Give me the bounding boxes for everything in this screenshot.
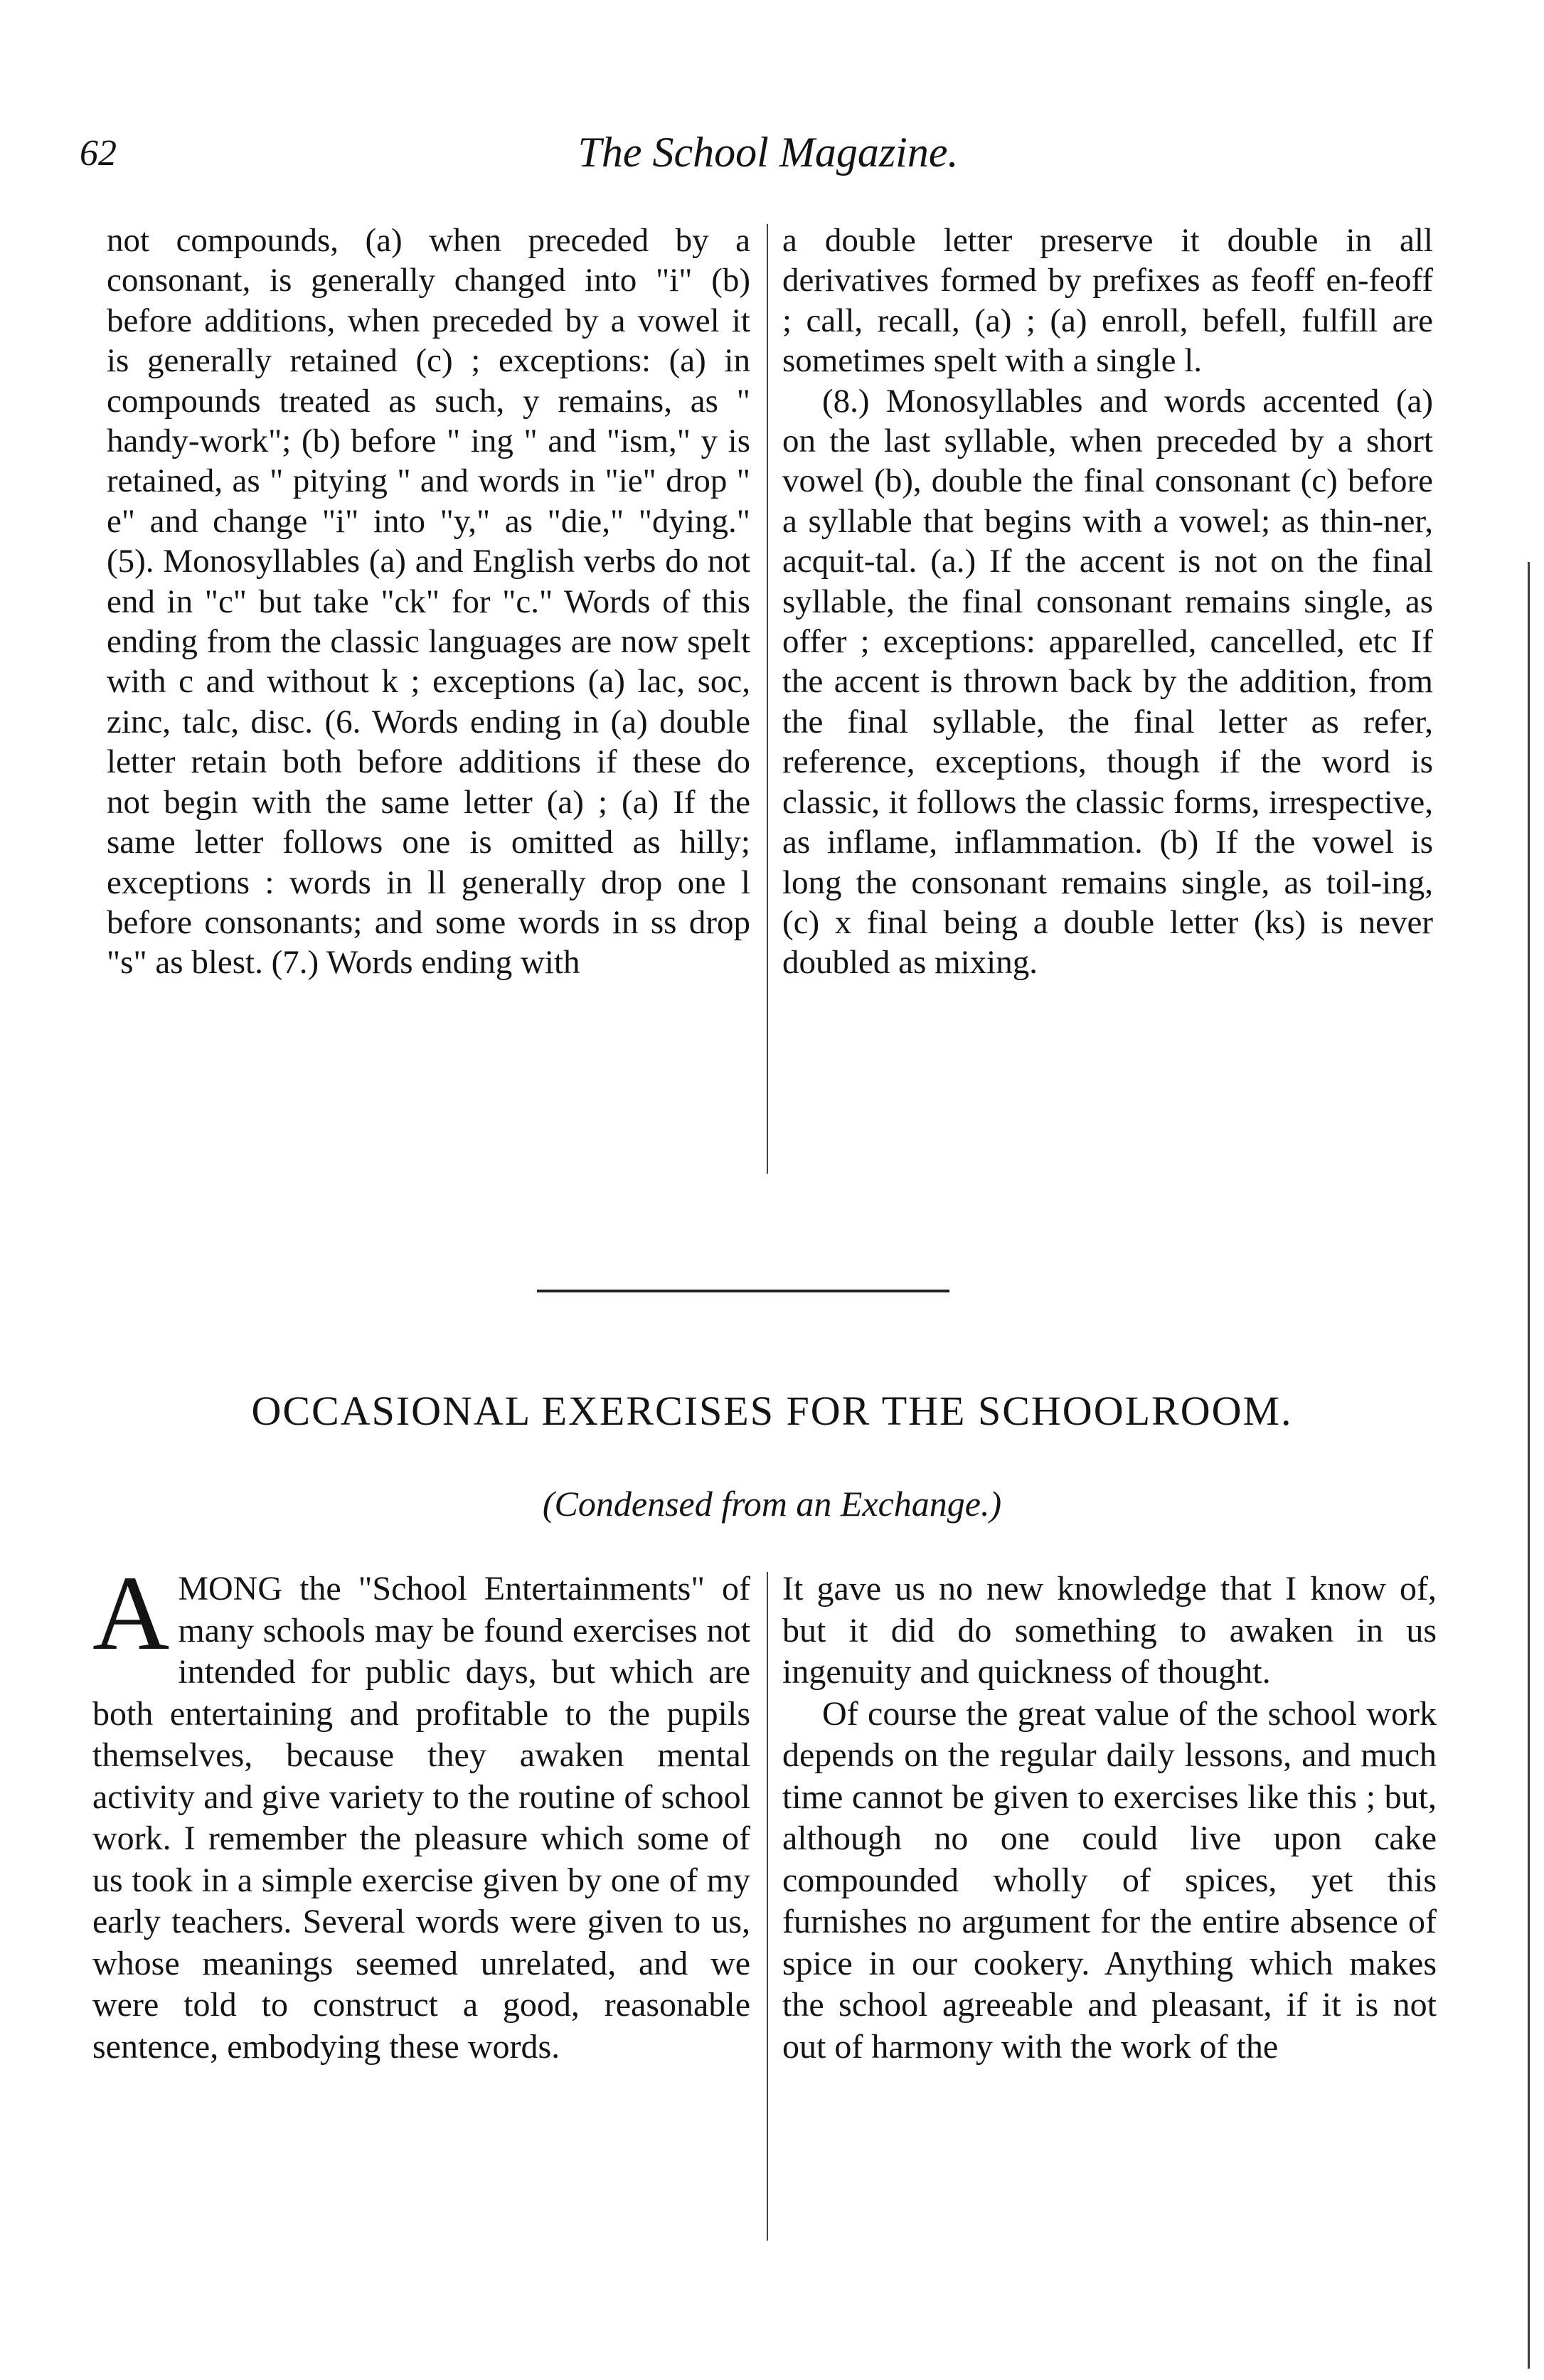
top-left-paragraph: not compounds, (a) when preceded by a consonant, is generally changed into "i" (b) before additions, when preceded by a vowel it is generally retained (c) ; exceptions: (a) in compounds treated as such, y remains, as " handy-work"; (b) before " ing " and "ism," y is retained, as " pitying " and words in "ie" drop " e" and change "i" into "y," as "die," "dying." (5). Monosyllables (a) and English verbs do not end in "c" but take "ck" for "c." Words of this ending from the classic languages are now spelt with c and without k ; exceptions (a) lac, soc, zinc, talc, disc. (6. Words ending in (a) double letter retain both before additions if these do not begin with the same letter (a) ; (a) If the same letter follows one is omitted as hilly; exceptions : words in ll generally drop one l before consonants; and some words in ss drop "s" as blest. (7.) Words ending with xyxy=(107,222,750,982)
article-left-column xyxy=(92,1554,750,2068)
article-subtitle: (Condensed from an Exchange.) xyxy=(542,1484,1002,1524)
article-left-paragraph: MONG the "School Entertainments" of many schools may be found exercises not intended for public days, but which are both entertaining and profitable to the pupils themselves, because they awaken mental activity and give variety to the routine of school work. I remember the pleasure which some of us took in a simple exercise given by one of my early teachers. Several words were given to us, whose meanings seemed unrelated, and we were told to construct a good, reasonable sentence, embodying these words. xyxy=(92,1570,750,2066)
top-right-paragraph-2: (8.) Monosyllables and words accented (a) on the last syllable, when preceded by a short vowel (b), double the final consonant (c) before a syllable that begins with a vowel; as thin-ner, acquit-tal. (a.) If the accent is not on the final syllable, the final consonant remains single, as offer ; exceptions: apparelled, cancelled, etc If the accent is thrown back by the addition, from the final syllable, the final letter as refer, reference, exceptions, though if the word is classic, it follows the classic forms, irrespective, as inflame, inflammation. (b) If the vowel is long the consonant remains single, as toil-ing, (c) x final being a double letter (ks) is never doubled as mixing. xyxy=(782,382,1433,982)
running-title: The School Magazine. xyxy=(577,129,959,176)
article-right-paragraph-2: Of course the great value of the school work depends on the regular daily lessons, and much time cannot be given to exercises like this ; but, although no one could live upon cake compounded wholly of spices, yet this furnishes no argument for the entire absence of spice in our cookery. Anything which makes the school agreeable and pleasant, if it is not out of harmony with the work of the xyxy=(782,1694,1437,2066)
page-number: 62 xyxy=(80,133,117,174)
top-right-paragraph-1: a double letter preserve it double in all derivatives formed by prefixes as feoff en-feoff ; call, recall, (a) ; (a) enroll, befell, fulfill are sometimes spelt with a single l. xyxy=(782,222,1433,380)
top-left-column xyxy=(107,221,750,983)
article-right-column xyxy=(782,1568,1437,2068)
top-column-divider xyxy=(767,224,768,1174)
article-title: OCCASIONAL EXERCISES FOR THE SCHOOLROOM. xyxy=(251,1388,1293,1434)
section-separator-rule xyxy=(537,1290,949,1292)
article-right-paragraph-1: It gave us no new knowledge that I know of, but it did do something to awaken in us ingenuity and quickness of thought. xyxy=(782,1570,1437,1691)
page-edge-marks xyxy=(1528,562,1537,2369)
drop-cap: A xyxy=(92,1554,170,1672)
top-right-column xyxy=(782,221,1433,983)
article-column-divider xyxy=(767,1572,768,2241)
